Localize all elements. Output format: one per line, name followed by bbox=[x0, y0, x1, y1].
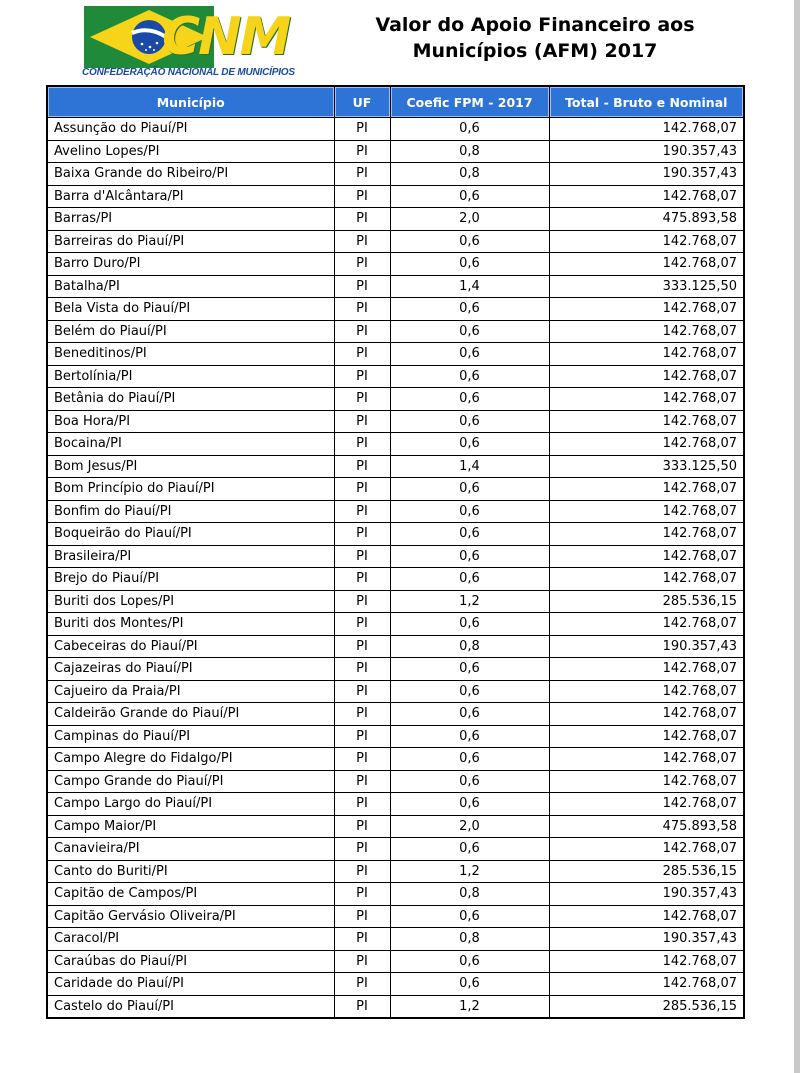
cell-uf: PI bbox=[334, 320, 390, 343]
table-row bbox=[47, 725, 744, 748]
cell-uf: PI bbox=[334, 860, 390, 883]
cell-uf: PI bbox=[334, 185, 390, 208]
cell-coef: 0,6 bbox=[390, 545, 549, 568]
cell-coef: 0,6 bbox=[390, 770, 549, 793]
title-line-2: Municípios (AFM) 2017 bbox=[412, 40, 658, 62]
cell-coef: 0,6 bbox=[390, 973, 549, 996]
cell-municipio: Avelino Lopes/PI bbox=[47, 140, 334, 163]
cell-coef: 0,6 bbox=[390, 230, 549, 253]
cell-total: 142.768,07 bbox=[549, 253, 744, 276]
table-body bbox=[47, 118, 744, 1019]
table-row bbox=[47, 860, 744, 883]
table-row bbox=[47, 320, 744, 343]
cell-municipio: Bela Vista do Piauí/PI bbox=[47, 298, 334, 321]
cell-municipio: Beneditinos/PI bbox=[47, 343, 334, 366]
cell-uf: PI bbox=[334, 613, 390, 636]
cell-uf: PI bbox=[334, 590, 390, 613]
cell-coef: 0,6 bbox=[390, 748, 549, 771]
cell-coef: 0,6 bbox=[390, 118, 549, 141]
table-row bbox=[47, 230, 744, 253]
cell-uf: PI bbox=[334, 433, 390, 456]
cell-municipio: Belém do Piauí/PI bbox=[47, 320, 334, 343]
cell-municipio: Campo Largo do Piauí/PI bbox=[47, 793, 334, 816]
cell-municipio: Campo Alegre do Fidalgo/PI bbox=[47, 748, 334, 771]
table-row bbox=[47, 815, 744, 838]
cell-municipio: Canavieira/PI bbox=[47, 838, 334, 861]
cell-uf: PI bbox=[334, 950, 390, 973]
cell-uf: PI bbox=[334, 208, 390, 231]
cell-uf: PI bbox=[334, 793, 390, 816]
cell-total: 142.768,07 bbox=[549, 478, 744, 501]
table-row bbox=[47, 410, 744, 433]
cell-uf: PI bbox=[334, 725, 390, 748]
cell-municipio: Bom Jesus/PI bbox=[47, 455, 334, 478]
cell-municipio: Capitão Gervásio Oliveira/PI bbox=[47, 905, 334, 928]
table-row bbox=[47, 905, 744, 928]
cell-total: 333.125,50 bbox=[549, 455, 744, 478]
cell-total: 333.125,50 bbox=[549, 275, 744, 298]
table-row bbox=[47, 163, 744, 186]
cell-uf: PI bbox=[334, 995, 390, 1018]
logo-wordmark: CNM bbox=[162, 7, 290, 67]
cell-uf: PI bbox=[334, 365, 390, 388]
cell-uf: PI bbox=[334, 478, 390, 501]
cell-uf: PI bbox=[334, 163, 390, 186]
cell-coef: 1,4 bbox=[390, 455, 549, 478]
logo-subtitle: CONFEDERAÇÃO NACIONAL DE MUNICÍPIOS bbox=[82, 67, 295, 78]
cell-coef: 0,6 bbox=[390, 185, 549, 208]
cell-uf: PI bbox=[334, 658, 390, 681]
cell-total: 142.768,07 bbox=[549, 838, 744, 861]
cell-municipio: Brejo do Piauí/PI bbox=[47, 568, 334, 591]
cell-coef: 0,6 bbox=[390, 703, 549, 726]
cell-coef: 0,8 bbox=[390, 140, 549, 163]
cell-uf: PI bbox=[334, 703, 390, 726]
cell-coef: 0,6 bbox=[390, 410, 549, 433]
cell-uf: PI bbox=[334, 500, 390, 523]
table-row bbox=[47, 680, 744, 703]
cell-total: 190.357,43 bbox=[549, 635, 744, 658]
cell-uf: PI bbox=[334, 455, 390, 478]
cell-municipio: Barro Duro/PI bbox=[47, 253, 334, 276]
table-row bbox=[47, 433, 744, 456]
cell-municipio: Boa Hora/PI bbox=[47, 410, 334, 433]
table-row bbox=[47, 973, 744, 996]
cell-uf: PI bbox=[334, 770, 390, 793]
cell-uf: PI bbox=[334, 815, 390, 838]
cell-uf: PI bbox=[334, 275, 390, 298]
cell-municipio: Campo Maior/PI bbox=[47, 815, 334, 838]
cell-municipio: Castelo do Piauí/PI bbox=[47, 995, 334, 1018]
header-coef-fpm: Coefic FPM - 2017 bbox=[390, 86, 549, 118]
cell-coef: 0,8 bbox=[390, 635, 549, 658]
cell-total: 142.768,07 bbox=[549, 500, 744, 523]
cell-uf: PI bbox=[334, 928, 390, 951]
cell-total: 142.768,07 bbox=[549, 298, 744, 321]
table-row bbox=[47, 613, 744, 636]
table-row bbox=[47, 275, 744, 298]
table-row bbox=[47, 185, 744, 208]
cell-municipio: Buriti dos Montes/PI bbox=[47, 613, 334, 636]
table-row bbox=[47, 928, 744, 951]
cell-municipio: Campo Grande do Piauí/PI bbox=[47, 770, 334, 793]
cell-coef: 0,8 bbox=[390, 928, 549, 951]
afm-table bbox=[46, 85, 745, 1019]
cell-coef: 0,6 bbox=[390, 793, 549, 816]
cell-total: 142.768,07 bbox=[549, 523, 744, 546]
cell-uf: PI bbox=[334, 410, 390, 433]
cell-total: 142.768,07 bbox=[549, 320, 744, 343]
table-row bbox=[47, 995, 744, 1018]
cell-total: 475.893,58 bbox=[549, 815, 744, 838]
page-title bbox=[350, 12, 720, 64]
table-row bbox=[47, 635, 744, 658]
table-row bbox=[47, 793, 744, 816]
cell-coef: 0,6 bbox=[390, 838, 549, 861]
cell-coef: 0,8 bbox=[390, 883, 549, 906]
cell-total: 142.768,07 bbox=[549, 950, 744, 973]
cell-coef: 1,2 bbox=[390, 590, 549, 613]
cell-municipio: Caldeirão Grande do Piauí/PI bbox=[47, 703, 334, 726]
table-row bbox=[47, 455, 744, 478]
cell-uf: PI bbox=[334, 253, 390, 276]
cell-municipio: Barra d'Alcântara/PI bbox=[47, 185, 334, 208]
cell-uf: PI bbox=[334, 545, 390, 568]
cell-uf: PI bbox=[334, 140, 390, 163]
cell-total: 142.768,07 bbox=[549, 433, 744, 456]
cell-total: 142.768,07 bbox=[549, 185, 744, 208]
cell-coef: 0,6 bbox=[390, 320, 549, 343]
table-header-row bbox=[47, 86, 744, 118]
cell-total: 142.768,07 bbox=[549, 343, 744, 366]
cell-total: 142.768,07 bbox=[549, 230, 744, 253]
table-row bbox=[47, 590, 744, 613]
table-row bbox=[47, 298, 744, 321]
cell-coef: 0,6 bbox=[390, 523, 549, 546]
cell-uf: PI bbox=[334, 883, 390, 906]
cell-total: 142.768,07 bbox=[549, 388, 744, 411]
cell-uf: PI bbox=[334, 118, 390, 141]
cell-total: 142.768,07 bbox=[549, 680, 744, 703]
cell-coef: 0,6 bbox=[390, 725, 549, 748]
cell-coef: 1,4 bbox=[390, 275, 549, 298]
cell-municipio: Cajazeiras do Piauí/PI bbox=[47, 658, 334, 681]
table-row bbox=[47, 568, 744, 591]
cell-uf: PI bbox=[334, 523, 390, 546]
table-row bbox=[47, 365, 744, 388]
table-row bbox=[47, 703, 744, 726]
cell-uf: PI bbox=[334, 568, 390, 591]
cell-uf: PI bbox=[334, 635, 390, 658]
table-row bbox=[47, 343, 744, 366]
cell-municipio: Caracol/PI bbox=[47, 928, 334, 951]
cell-uf: PI bbox=[334, 343, 390, 366]
cell-total: 190.357,43 bbox=[549, 928, 744, 951]
cell-coef: 0,8 bbox=[390, 163, 549, 186]
cell-total: 142.768,07 bbox=[549, 725, 744, 748]
table-row bbox=[47, 770, 744, 793]
cell-municipio: Bonfim do Piauí/PI bbox=[47, 500, 334, 523]
header-municipio: Município bbox=[47, 86, 334, 118]
table-row bbox=[47, 748, 744, 771]
cell-total: 142.768,07 bbox=[549, 545, 744, 568]
cell-total: 142.768,07 bbox=[549, 703, 744, 726]
cell-municipio: Baixa Grande do Ribeiro/PI bbox=[47, 163, 334, 186]
cell-municipio: Assunção do Piauí/PI bbox=[47, 118, 334, 141]
cell-total: 142.768,07 bbox=[549, 905, 744, 928]
table-row bbox=[47, 208, 744, 231]
cell-uf: PI bbox=[334, 388, 390, 411]
cell-uf: PI bbox=[334, 748, 390, 771]
cnm-logo bbox=[80, 4, 296, 80]
title-line-1: Valor do Apoio Financeiro aos bbox=[375, 14, 695, 36]
table-row bbox=[47, 118, 744, 141]
cell-coef: 0,6 bbox=[390, 680, 549, 703]
cell-total: 142.768,07 bbox=[549, 658, 744, 681]
table-row bbox=[47, 500, 744, 523]
cell-total: 285.536,15 bbox=[549, 590, 744, 613]
cell-coef: 0,6 bbox=[390, 613, 549, 636]
table-row bbox=[47, 950, 744, 973]
cell-total: 142.768,07 bbox=[549, 793, 744, 816]
cell-coef: 0,6 bbox=[390, 433, 549, 456]
cell-total: 142.768,07 bbox=[549, 770, 744, 793]
cell-total: 142.768,07 bbox=[549, 613, 744, 636]
cell-total: 142.768,07 bbox=[549, 973, 744, 996]
cell-uf: PI bbox=[334, 973, 390, 996]
cell-uf: PI bbox=[334, 680, 390, 703]
cell-municipio: Canto do Buriti/PI bbox=[47, 860, 334, 883]
cell-coef: 0,6 bbox=[390, 568, 549, 591]
cell-uf: PI bbox=[334, 838, 390, 861]
cell-coef: 0,6 bbox=[390, 343, 549, 366]
cell-municipio: Capitão de Campos/PI bbox=[47, 883, 334, 906]
table-row bbox=[47, 478, 744, 501]
cell-total: 285.536,15 bbox=[549, 995, 744, 1018]
cell-coef: 0,6 bbox=[390, 478, 549, 501]
cell-coef: 0,6 bbox=[390, 388, 549, 411]
table-row bbox=[47, 253, 744, 276]
cell-municipio: Caridade do Piauí/PI bbox=[47, 973, 334, 996]
cell-municipio: Campinas do Piauí/PI bbox=[47, 725, 334, 748]
cell-total: 190.357,43 bbox=[549, 883, 744, 906]
table-row bbox=[47, 140, 744, 163]
cell-coef: 0,6 bbox=[390, 298, 549, 321]
table-row bbox=[47, 883, 744, 906]
cell-municipio: Bocaina/PI bbox=[47, 433, 334, 456]
cell-total: 142.768,07 bbox=[549, 365, 744, 388]
cell-coef: 0,6 bbox=[390, 365, 549, 388]
cell-municipio: Boqueirão do Piauí/PI bbox=[47, 523, 334, 546]
header-uf: UF bbox=[334, 86, 390, 118]
table-row bbox=[47, 838, 744, 861]
cell-municipio: Caraúbas do Piauí/PI bbox=[47, 950, 334, 973]
cell-municipio: Bertolínia/PI bbox=[47, 365, 334, 388]
cell-municipio: Cajueiro da Praia/PI bbox=[47, 680, 334, 703]
cell-municipio: Cabeceiras do Piauí/PI bbox=[47, 635, 334, 658]
cell-municipio: Bom Princípio do Piauí/PI bbox=[47, 478, 334, 501]
cell-uf: PI bbox=[334, 230, 390, 253]
header-total: Total - Bruto e Nominal bbox=[549, 86, 744, 118]
cell-coef: 2,0 bbox=[390, 815, 549, 838]
cell-municipio: Barreiras do Piauí/PI bbox=[47, 230, 334, 253]
cell-coef: 0,6 bbox=[390, 905, 549, 928]
cell-total: 285.536,15 bbox=[549, 860, 744, 883]
cell-coef: 1,2 bbox=[390, 995, 549, 1018]
table-row bbox=[47, 545, 744, 568]
cell-coef: 1,2 bbox=[390, 860, 549, 883]
cell-total: 142.768,07 bbox=[549, 748, 744, 771]
cell-municipio: Betânia do Piauí/PI bbox=[47, 388, 334, 411]
cell-coef: 0,6 bbox=[390, 950, 549, 973]
page-edge-shadow bbox=[794, 0, 800, 1073]
cell-total: 190.357,43 bbox=[549, 140, 744, 163]
cell-municipio: Brasileira/PI bbox=[47, 545, 334, 568]
cell-total: 142.768,07 bbox=[549, 410, 744, 433]
table-row bbox=[47, 658, 744, 681]
cell-total: 142.768,07 bbox=[549, 568, 744, 591]
table-row bbox=[47, 523, 744, 546]
table-row bbox=[47, 388, 744, 411]
cell-municipio: Buriti dos Lopes/PI bbox=[47, 590, 334, 613]
cell-municipio: Barras/PI bbox=[47, 208, 334, 231]
cell-coef: 2,0 bbox=[390, 208, 549, 231]
cell-coef: 0,6 bbox=[390, 253, 549, 276]
cell-total: 190.357,43 bbox=[549, 163, 744, 186]
cell-municipio: Batalha/PI bbox=[47, 275, 334, 298]
cell-total: 142.768,07 bbox=[549, 118, 744, 141]
cell-coef: 0,6 bbox=[390, 500, 549, 523]
cell-coef: 0,6 bbox=[390, 658, 549, 681]
cell-uf: PI bbox=[334, 298, 390, 321]
cell-uf: PI bbox=[334, 905, 390, 928]
cell-total: 475.893,58 bbox=[549, 208, 744, 231]
